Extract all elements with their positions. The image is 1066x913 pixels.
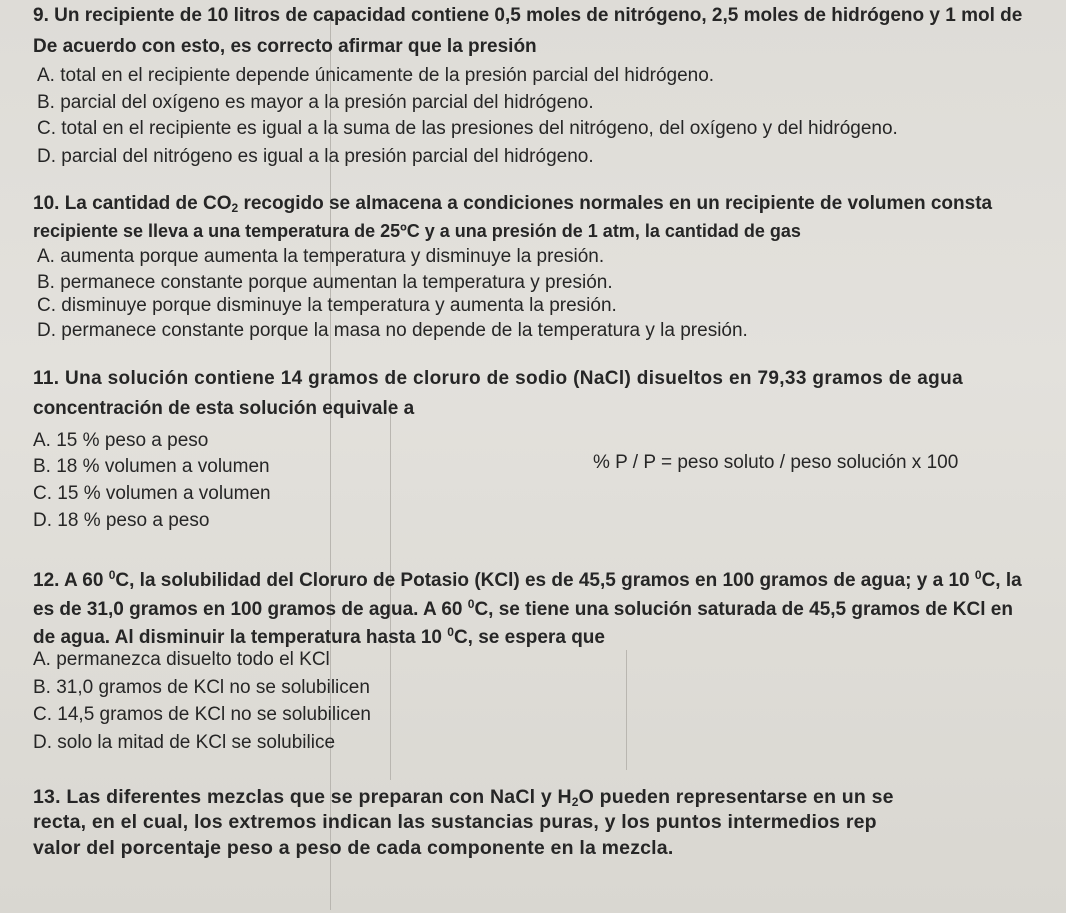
- q12-text: C, se tiene una solución saturada de 45,5 gramos de KCl en: [474, 599, 1013, 620]
- q9-stem-line1: 9. Un recipiente de 10 litros de capacidad contiene 0,5 moles de nitrógeno, 2,5 moles de hidrógeno y 1 mol de: [33, 5, 1023, 26]
- q12-option-c: C. 14,5 gramos de KCl no se solubilicen: [33, 704, 371, 725]
- q12-option-a: A. permanezca disuelto todo el KCl: [33, 649, 330, 670]
- q12-degree: 0: [467, 597, 475, 611]
- q13-stem-line3: valor del porcentaje peso a peso de cada componente en la mezcla.: [33, 837, 674, 859]
- q13-subscript: 2: [571, 795, 579, 809]
- q11-option-b: B. 18 % volumen a volumen: [33, 456, 270, 477]
- q10-option-c: C. disminuye porque disminuye la temperatura y aumenta la presión.: [37, 295, 617, 316]
- q11-option-a: A. 15 % peso a peso: [33, 430, 209, 451]
- q12-stem-line1: [33, 563, 1022, 593]
- q12-text: C, la solubilidad del Cloruro de Potasio (KCl) es de 45,5 gramos en 100 gramos de agua; y a 10: [115, 570, 975, 591]
- q13-text: O pueden representarse en un se: [578, 786, 894, 808]
- q12-text: es de 31,0 gramos en 100 gramos de agua. A 60: [33, 599, 468, 620]
- q13-stem-line2: recta, en el cual, los extremos indican las sustancias puras, y los puntos intermedios rep: [33, 811, 877, 833]
- q12-option-d: D. solo la mitad de KCl se solubilice: [33, 732, 336, 753]
- q10-option-a: A. aumenta porque aumenta la temperatura y disminuye la presión.: [37, 246, 605, 267]
- q11-option-d: D. 18 % peso a peso: [33, 510, 210, 531]
- q10-subscript: 2: [231, 201, 239, 215]
- q12-text: 12. A 60: [33, 570, 109, 591]
- q11-option-c: C. 15 % volumen a volumen: [33, 483, 271, 504]
- q12-text: C, la: [981, 570, 1022, 591]
- q9-option-c: C. total en el recipiente es igual a la suma de las presiones del nitrógeno, del oxígeno y del hidrógeno.: [37, 118, 898, 139]
- q9-stem-line2: De acuerdo con esto, es correcto afirmar que la presión: [33, 36, 537, 57]
- q10-stem-text: 10. La cantidad de CO: [33, 193, 232, 214]
- q12-text: de agua. Al disminuir la temperatura hasta 10: [33, 627, 448, 648]
- q9-option-d: D. parcial del nitrógeno es igual a la presión parcial del hidrógeno.: [37, 146, 594, 167]
- q11-formula: % P / P = peso soluto / peso solución x 100: [593, 452, 959, 473]
- q10-stem-line1: [33, 192, 992, 220]
- q12-degree: 0: [108, 568, 116, 582]
- q10-option-d: D. permanece constante porque la masa no depende de la temperatura y la presión.: [37, 320, 748, 341]
- q13-text: 13. Las diferentes mezclas que se preparan con NaCl y H: [33, 786, 572, 808]
- q11-stem-line2: concentración de esta solución equivale a: [33, 398, 415, 419]
- q12-option-b: B. 31,0 gramos de KCl no se solubilicen: [33, 677, 370, 698]
- q10-stem-text-rest: recogido se almacena a condiciones normales en un recipiente de volumen consta: [238, 193, 993, 214]
- q12-stem-line2: [33, 592, 1013, 622]
- guide-line: [626, 650, 627, 770]
- q12-stem-line3: [33, 620, 605, 650]
- q12-degree: 0: [974, 568, 982, 582]
- q10-stem-line2: recipiente se lleva a una temperatura de 25ºC y a una presión de 1 atm, la cantidad de gas: [33, 221, 801, 241]
- q12-text: C, se espera que: [453, 627, 605, 648]
- q9-option-b: B. parcial del oxígeno es mayor a la presión parcial del hidrógeno.: [37, 92, 594, 113]
- q11-stem-line1: 11. Una solución contiene 14 gramos de cloruro de sodio (NaCl) disueltos en 79,33 gramos de agua: [33, 368, 964, 389]
- q10-option-b: B. permanece constante porque aumentan la temperatura y presión.: [37, 272, 613, 293]
- q12-degree: 0: [447, 625, 454, 639]
- q9-option-a: A. total en el recipiente depende únicamente de la presión parcial del hidrógeno.: [37, 65, 715, 86]
